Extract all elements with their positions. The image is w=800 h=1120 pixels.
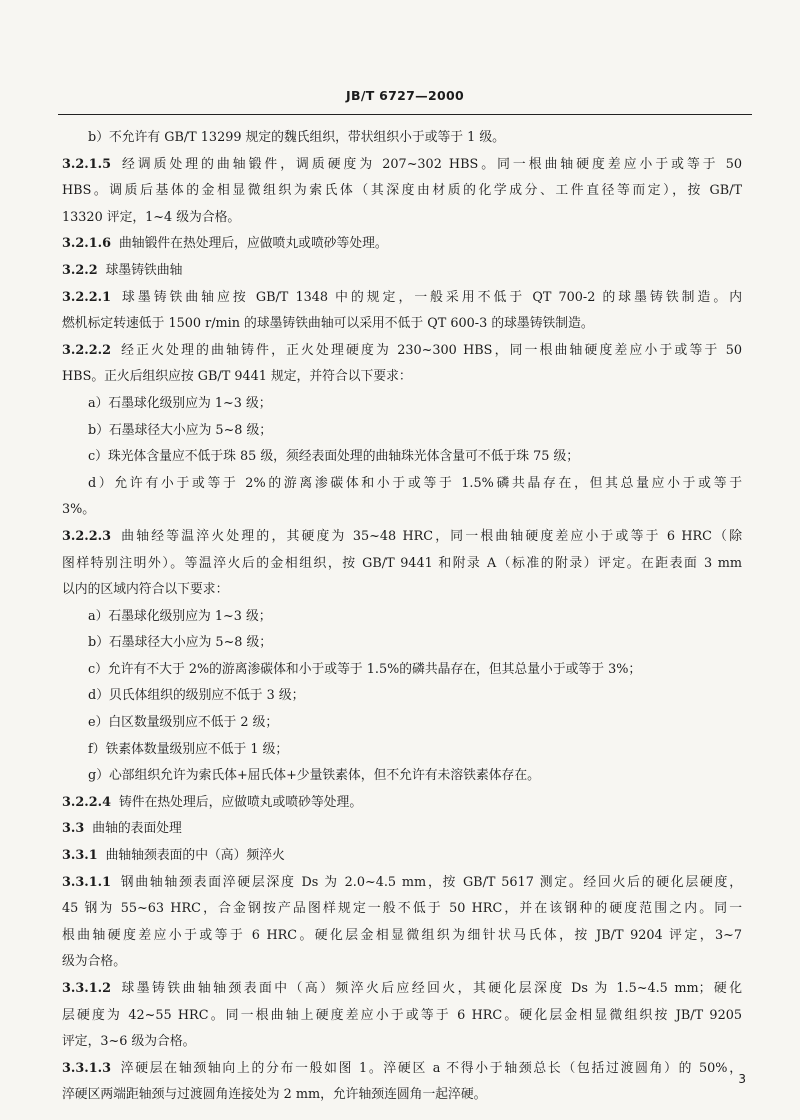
text-line [62,178,742,205]
text-line [62,338,742,365]
text-line [62,152,742,179]
clause-number: 3.2.2 [62,262,98,278]
clause-number: 3.2.2.4 [62,794,111,810]
text-line [62,577,742,604]
line-text: d）贝氏体组织的级别应不低于 3 级； [88,688,305,704]
clause-number: 3.2.2.3 [62,528,111,544]
text-line [62,471,742,498]
line-text: 经调质处理的曲轴锻件，调质硬度为 207~302 HBS。同一根曲轴硬度差应小于或等于 50 [118,156,742,172]
text-line [62,843,742,870]
line-text: 层硬度为 42~55 HRC。同一根曲轴上硬度差应小于或等于 6 HRC。硬化层金相显微组织按 JB/T 9205 [62,1007,742,1023]
text-line [62,231,742,258]
text-line [62,630,742,657]
header-rule [58,114,752,115]
line-text: c）允许有不大于 2%的游离渗碳体和小于或等于 1.5%的磷共晶存在，但其总量小于或等于 3%； [88,661,642,677]
text-line [62,1056,742,1083]
text-line [62,1082,742,1109]
line-text: e）白区数量级别应不低于 2 级； [88,715,279,731]
page-number: 3 [738,1072,746,1086]
clause-number: 3.3.1 [62,848,98,864]
text-line [62,896,742,923]
text-line [62,604,742,631]
clause-number: 3.2.2.1 [62,289,111,305]
text-line [62,870,742,897]
text-line [62,816,742,843]
clause-number: 3.3.1.1 [62,874,111,890]
line-text: 淬硬区两端距轴颈与过渡圆角连接处为 2 mm，允许轴颈连圆角一起淬硬。 [62,1087,487,1103]
text-line [62,976,742,1003]
text-line [62,205,742,232]
line-text: f）铁素体数量级别应不低于 1 级； [88,741,289,757]
text-line [62,311,742,338]
section-title: 球墨铸铁曲轴 [105,262,183,278]
text-line [62,444,742,471]
line-text: 45 钢为 55~63 HRC，合金钢按产品图样规定一般不低于 50 HRC，并在该钢种的硬度范围之内。同一 [62,901,742,917]
line-text: g）心部组织允许为索氏体+屈氏体+少量铁素体，但不允许有未溶铁素体存在。 [88,768,540,784]
section-title: 曲轴轴颈表面的中（高）频淬火 [105,848,285,864]
line-text: 铸件在热处理后，应做喷丸或喷砂等处理。 [118,794,363,810]
line-text: 经正火处理的曲轴铸件，正火处理硬度为 230~300 HBS，同一根曲轴硬度差应小于或等于 50 [118,342,742,358]
line-text: 13320 评定，1~4 级为合格。 [62,209,241,225]
text-line [62,364,742,391]
clause-number: 3.3.1.2 [62,981,111,996]
line-text: b）不允许有 GB/T 13299 规定的魏氏组织，带状组织小于或等于 1 级。 [88,130,505,145]
text-line [62,683,742,710]
standard-code-header: JB/T 6727—2000 [346,88,464,103]
line-text: 燃机标定转速低于 1500 r/min 的球墨铸铁曲轴可以采用不低于 QT 600-3 的球墨铸铁制造。 [62,316,594,332]
text-line [62,497,742,524]
text-line [62,949,742,976]
line-text: 球墨铸铁曲轴应按 GB/T 1348 中的规定，一般采用不低于 QT 700-2 的球墨铸铁制造。内 [118,289,742,305]
text-line [62,258,742,285]
line-text: 钢曲轴轴颈表面淬硬层深度 Ds 为 2.0~4.5 mm，按 GB/T 5617 测定。经回火后的硬化层硬度， [118,874,742,890]
line-text: HBS。正火后组织应按 GB/T 9441 规定，并符合以下要求： [62,369,412,385]
line-text: 曲轴锻件在热处理后，应做喷丸或喷砂等处理。 [118,236,388,252]
text-line [62,391,742,418]
clause-number: 3.2.1.6 [62,236,111,252]
text-line [62,418,742,445]
text-line [62,1003,742,1030]
clause-number: 3.3 [62,821,85,837]
section-title: 曲轴的表面处理 [92,821,182,837]
text-line [62,285,742,312]
clause-number: 3.3.1.3 [62,1060,111,1076]
clause-number: 3.2.1.5 [62,156,111,172]
line-text: 3%。 [62,502,96,518]
text-line [62,1029,742,1056]
text-line [62,737,742,764]
line-text: b）石墨球径大小应为 5~8 级； [88,422,273,438]
text-line [62,763,742,790]
line-text: 根曲轴硬度差应小于或等于 6 HRC。硬化层金相显微组织为细针状马氏体，按 JB/T 9204 评定，3~7 [62,927,742,943]
text-line [62,524,742,551]
line-text: a）石墨球化级别应为 1~3 级； [88,608,272,624]
text-line [62,551,742,578]
line-text: 图样特别注明外）。等温淬火后的金相组织，按 GB/T 9441 和附录 A（标准的附录）评定。在距表面 3 mm [62,555,742,571]
text-line [62,125,742,152]
line-text: 以内的区域内符合以下要求： [62,582,229,598]
line-text: 评定，3~6 级为合格。 [62,1034,196,1050]
line-text: 淬硬层在轴颈轴向上的分布一般如图 1。淬硬区 a 不得小于轴颈总长（包括过渡圆角）的 50%， [118,1060,742,1076]
line-text: c）珠光体含量应不低于珠 85 级，须经表面处理的曲轴珠光体含量可不低于珠 75 级； [88,449,580,465]
text-line [62,710,742,737]
line-text: 球墨铸铁曲轴轴颈表面中（高）频淬火后应经回火，其硬化层深度 Ds 为 1.5~4.5 mm；硬化 [118,981,742,996]
text-line [62,790,742,817]
line-text: a）石墨球化级别应为 1~3 级； [88,395,272,411]
text-line [62,923,742,950]
text-line [62,657,742,684]
line-text: 曲轴经等温淬火处理的，其硬度为 35~48 HRC，同一根曲轴硬度差应小于或等于 6 HRC（除 [118,528,742,544]
clause-number: 3.2.2.2 [62,342,111,358]
line-text: HBS。调质后基体的金相显微组织为索氏体（其深度由材质的化学成分、工件直径等而定），按 GB/T [62,183,742,199]
line-text: d）允许有小于或等于 2%的游离渗碳体和小于或等于 1.5%磷共晶存在，但其总量应小于或等于 [88,475,742,491]
line-text: 级为合格。 [62,954,126,970]
document-body [62,125,742,1109]
line-text: b）石墨球径大小应为 5~8 级； [88,635,273,651]
